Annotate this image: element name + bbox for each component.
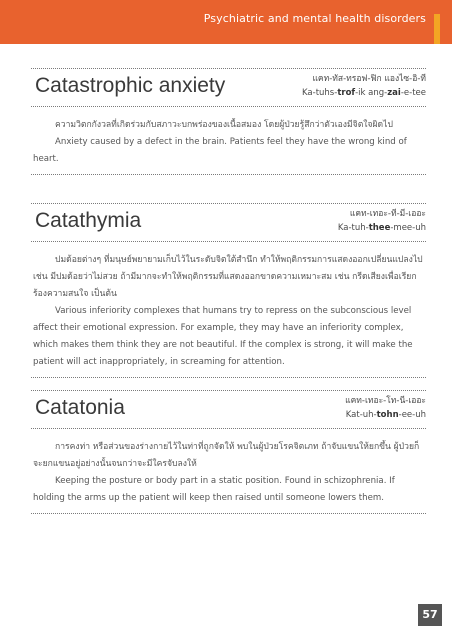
pronunciation-roman: Ka-tuh-thee-mee-uh xyxy=(337,223,426,233)
entry-definition xyxy=(31,252,426,378)
definition-english: Various inferiority complexes that humans try to repress on the subconscious level affect their emotional expression. For example, they may have an inferiority complex, which makes them think they are not beautiful. If the complex is strong, it will make the patient will act inappropriately, in screaming for attention. xyxy=(33,306,413,367)
pronunciation xyxy=(345,394,426,422)
entry-heading xyxy=(31,390,426,429)
entry-term: Catatonia xyxy=(35,396,125,419)
pronunciation-thai: แคท-เทอะ-ที-มี-เออะ xyxy=(349,209,426,219)
definition-thai: ความวิตกกังวลที่เกิดร่วมกับสภาวะบกพร่องของเนื้อสมอง โดยผู้ป่วยรู้สึกว่าตัวเองมีจิตใจผิดไป xyxy=(55,120,393,130)
header-accent-bar xyxy=(434,14,440,44)
header-title: Psychiatric and mental health disorders xyxy=(203,12,426,25)
entry-catastrophic-anxiety xyxy=(31,68,426,175)
entry-definition xyxy=(31,439,426,514)
entry-term: Catastrophic anxiety xyxy=(35,74,226,97)
page-number: 57 xyxy=(418,604,442,626)
definition-english: Anxiety caused by a defect in the brain. Patients feel they have the wrong kind of heart. xyxy=(33,137,407,164)
pronunciation-thai: แคท-เทอะ-โท-นี-เออะ xyxy=(345,396,426,406)
definition-thai: การคงท่า หรือส่วนของร่างกายไว้ในท่าที่ถูกจัดให้ พบในผู้ป่วยโรคจิตเภท ถ้าจับแขนให้ยกขึ้น ผู้ป่วยก็จะยกแขนอยู่อย่างนั้นจนกว่าจะมีใครจับลงให้ xyxy=(33,442,420,469)
entry-catatonia xyxy=(31,390,426,514)
definition-english: Keeping the posture or body part in a static position. Found in schizophrenia. If holding the arms up the patient will keep then raised until someone lowers them. xyxy=(33,476,395,503)
definition-thai: ปมด้อยต่างๆ ที่มนุษย์พยายามเก็บไว้ในระดับจิตใต้สำนึก ทำให้พฤติกรรมการแสดงออกเปลี่ยนแปลงไป เช่น มีปมด้อยว่าไม่สวย ถ้ามีมากจะทำให้พฤติกรรมที่แสดงออกขาดความเหมาะสม เช่น กรีดเสียงเพื่อเรียกร้องความสนใจ เป็นต้น xyxy=(33,255,423,299)
entry-heading xyxy=(31,68,426,107)
pronunciation xyxy=(302,72,426,100)
entry-heading xyxy=(31,203,426,242)
pronunciation xyxy=(338,207,426,235)
pronunciation-thai: แคท-ทัส-ทรอฟ-ฟิก แองไซ-อิ-ที xyxy=(312,74,426,84)
entry-catathymia xyxy=(31,203,426,378)
pronunciation-roman: Ka-tuhs-trof-ik ang-zai-e-tee xyxy=(302,88,426,98)
pronunciation-roman: Kat-uh-tohn-ee-uh xyxy=(345,410,426,420)
entry-definition xyxy=(31,117,426,175)
entry-term: Catathymia xyxy=(35,209,142,232)
